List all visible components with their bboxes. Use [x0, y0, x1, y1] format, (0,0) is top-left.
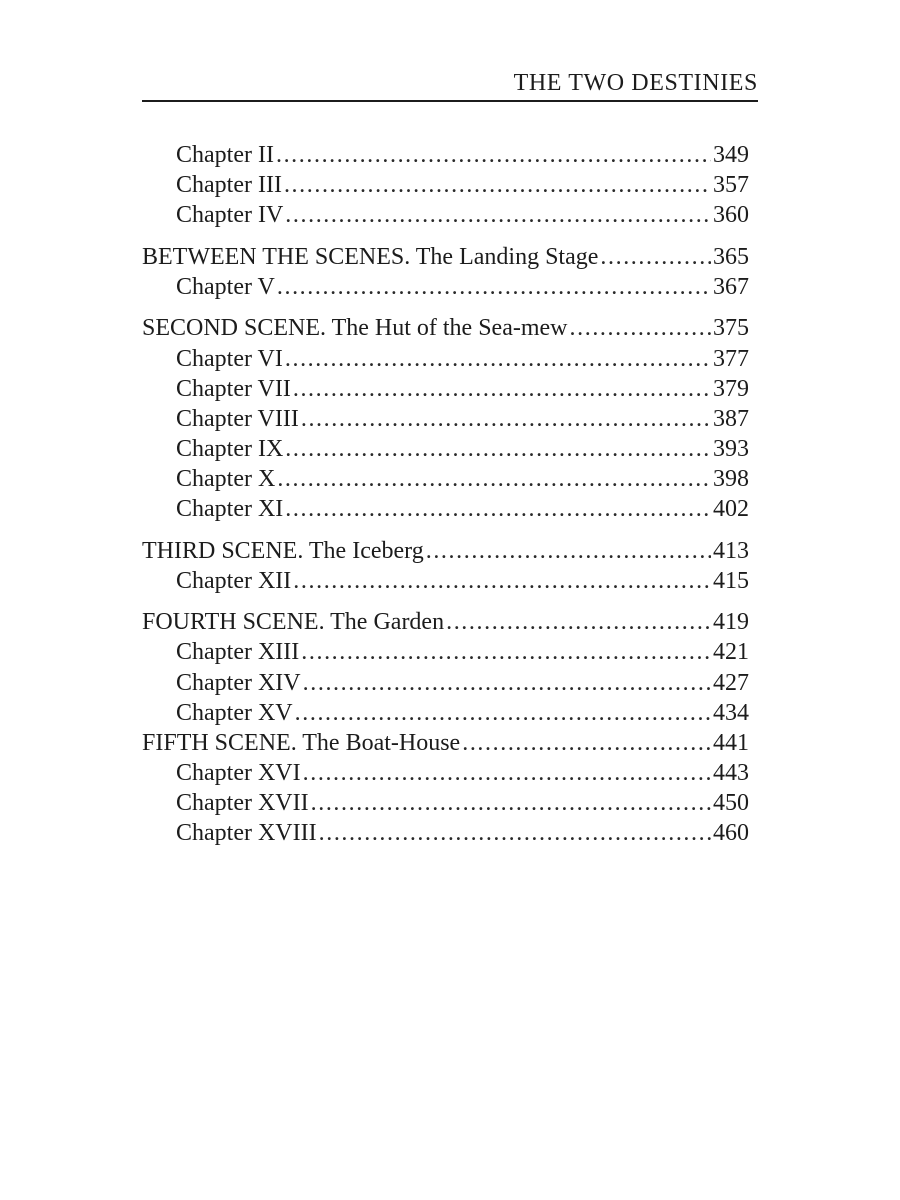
toc-page-number: 421: [713, 639, 749, 666]
toc-entry-label: FOURTH SCENE. The Garden: [142, 609, 445, 636]
toc-chapter-entry: [142, 464, 749, 494]
dot-leader: [303, 758, 711, 788]
dot-leader: [276, 140, 711, 170]
toc-entry-label: Chapter II: [176, 142, 274, 168]
toc-entry-label: Chapter XI: [176, 496, 284, 523]
dot-leader: [426, 536, 711, 566]
toc-entry-label: Chapter XII: [176, 567, 292, 594]
dot-leader: [311, 788, 711, 818]
toc-entry-label: Chapter XVI: [176, 759, 301, 786]
dot-leader: [600, 242, 711, 272]
toc-page-number: 434: [713, 699, 749, 726]
toc-page-number: 443: [713, 759, 749, 786]
toc-scene-entry: [142, 607, 749, 637]
toc-chapter-entry: [142, 170, 749, 200]
toc-chapter-entry: [142, 344, 749, 374]
toc-chapter-entry: [142, 698, 749, 728]
toc-chapter-entry: [142, 788, 749, 818]
toc-entry-label: Chapter IV: [176, 202, 284, 229]
dot-leader: [285, 434, 711, 464]
toc-page-number: 450: [713, 789, 749, 816]
header-rule: [142, 100, 758, 102]
toc-page-number: 367: [713, 273, 749, 300]
running-head: THE TWO DESTINIES: [513, 70, 758, 96]
toc-page-number: 460: [713, 819, 749, 846]
toc-chapter-entry: [142, 200, 749, 230]
toc-entry-label: Chapter XVIII: [176, 819, 317, 846]
dot-leader: [301, 404, 711, 434]
toc-entry-label: Chapter VIII: [176, 405, 299, 432]
dot-leader: [293, 566, 711, 596]
toc-chapter-entry: [142, 637, 749, 667]
dot-leader: [462, 728, 711, 758]
toc-page-number: 402: [713, 496, 749, 523]
toc-entry-label: Chapter IX: [176, 435, 284, 462]
toc-page-number: 375: [713, 315, 749, 342]
toc-chapter-entry: [142, 374, 749, 404]
toc-page-number: 441: [713, 729, 749, 756]
toc-scene-entry: [142, 536, 749, 566]
dot-leader: [277, 464, 711, 494]
toc-chapter-entry: [142, 566, 749, 596]
toc-page-number: 379: [713, 375, 749, 402]
toc-page-number: 357: [713, 172, 749, 199]
toc-chapter-entry: [142, 434, 749, 464]
dot-leader: [319, 818, 711, 848]
dot-leader: [285, 344, 711, 374]
toc-entry-label: SECOND SCENE. The Hut of the Sea-mew: [142, 315, 568, 342]
toc-page-number: 413: [713, 537, 749, 564]
dot-leader: [284, 170, 711, 200]
toc-page-number: 419: [713, 609, 749, 636]
toc-chapter-entry: [142, 668, 749, 698]
dot-leader: [301, 637, 711, 667]
toc-scene-entry: [142, 728, 749, 758]
toc-chapter-entry: [142, 758, 749, 788]
toc-chapter-entry: [142, 272, 749, 302]
toc-page-number: 360: [713, 202, 749, 229]
toc-scene-entry: [142, 313, 749, 343]
toc-entry-label: Chapter XVII: [176, 789, 309, 816]
toc-entry-label: Chapter III: [176, 172, 282, 199]
toc-scene-entry: [142, 242, 749, 272]
toc-entry-label: Chapter VII: [176, 375, 291, 402]
toc-entry-label: Chapter XV: [176, 699, 293, 726]
dot-leader: [285, 200, 711, 230]
toc-entry-label: Chapter VI: [176, 345, 283, 372]
toc-entry-label: THIRD SCENE. The Iceberg: [142, 537, 424, 564]
dot-leader: [570, 313, 711, 343]
toc-chapter-entry: [142, 140, 749, 170]
toc-chapter-entry: [142, 494, 749, 524]
toc-page-number: 377: [713, 345, 749, 372]
toc-chapter-entry: [142, 818, 749, 848]
dot-leader: [295, 698, 711, 728]
toc-page-number: 427: [713, 669, 749, 696]
dot-leader: [303, 668, 711, 698]
dot-leader: [293, 374, 711, 404]
dot-leader: [446, 607, 711, 637]
toc-entry-label: Chapter X: [176, 465, 276, 492]
toc-page-number: 365: [713, 243, 749, 270]
toc-entry-label: Chapter XIV: [176, 669, 301, 696]
dot-leader: [277, 272, 711, 302]
dot-leader: [285, 494, 711, 524]
toc-chapter-entry: [142, 404, 749, 434]
toc-page-number: 349: [713, 142, 749, 168]
toc-page-number: 393: [713, 435, 749, 462]
toc-page-number: 387: [713, 405, 749, 432]
toc-entry-label: BETWEEN THE SCENES. The Landing Stage: [142, 243, 599, 270]
toc-entry-label: Chapter V: [176, 273, 275, 300]
toc-page-number: 398: [713, 465, 749, 492]
toc-page-number: 415: [713, 567, 749, 594]
toc-entry-label: FIFTH SCENE. The Boat-House: [142, 729, 461, 756]
table-of-contents: [142, 140, 749, 848]
toc-entry-label: Chapter XIII: [176, 639, 300, 666]
